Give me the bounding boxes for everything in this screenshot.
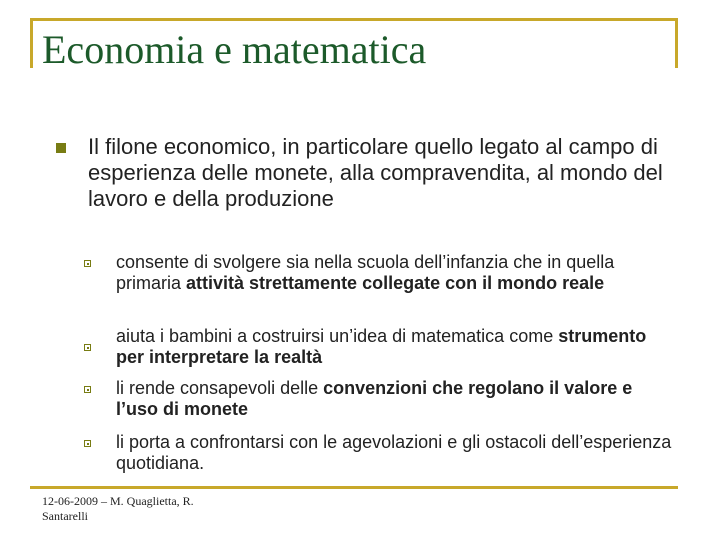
sub-bullet-1-bold: attività strettamente collegate con il mondo reale bbox=[186, 273, 605, 293]
frame-top-line bbox=[30, 18, 678, 21]
sub-bullet-hollow-square-icon bbox=[84, 344, 91, 351]
sub-bullet-hollow-square-icon bbox=[84, 386, 91, 393]
slide-footer: 12-06-2009 – M. Quaglietta, R. Santarelli bbox=[42, 494, 194, 523]
slide-title: Economia e matematica bbox=[42, 27, 427, 72]
sub-bullet-3 bbox=[116, 378, 676, 420]
frame-left-line bbox=[30, 18, 33, 68]
footer-line bbox=[30, 486, 678, 489]
sub-bullet-1-text: consente di svolgere sia nella scuola dell’infanzia che in quella primaria bbox=[116, 252, 615, 293]
sub-bullet-1 bbox=[116, 252, 676, 294]
sub-bullet-4-text: li porta a confrontarsi con le agevolazioni e gli ostacoli dell’esperienza quotidiana. bbox=[116, 432, 672, 473]
sub-bullet-hollow-square-icon bbox=[84, 440, 91, 447]
sub-bullet-2-bold: strumento per interpretare la realtà bbox=[116, 326, 647, 367]
sub-bullet-3-text: li rende consapevoli delle bbox=[116, 378, 324, 398]
frame-right-line bbox=[675, 18, 678, 68]
sub-bullet-2-text: aiuta i bambini a costruirsi un’idea di matematica come bbox=[116, 326, 559, 346]
main-bullet-text: Il filone economico, in particolare quello legato al campo di esperienza delle monete, alla compravendita, al mondo del lavoro e della produzione bbox=[88, 134, 663, 211]
sub-bullet-hollow-square-icon bbox=[84, 260, 91, 267]
sub-bullet-2 bbox=[116, 326, 676, 368]
sub-bullet-3-bold: convenzioni che regolano il valore e l’uso di monete bbox=[116, 378, 633, 419]
sub-bullet-4 bbox=[116, 432, 676, 474]
main-bullet-square-icon bbox=[56, 143, 66, 153]
